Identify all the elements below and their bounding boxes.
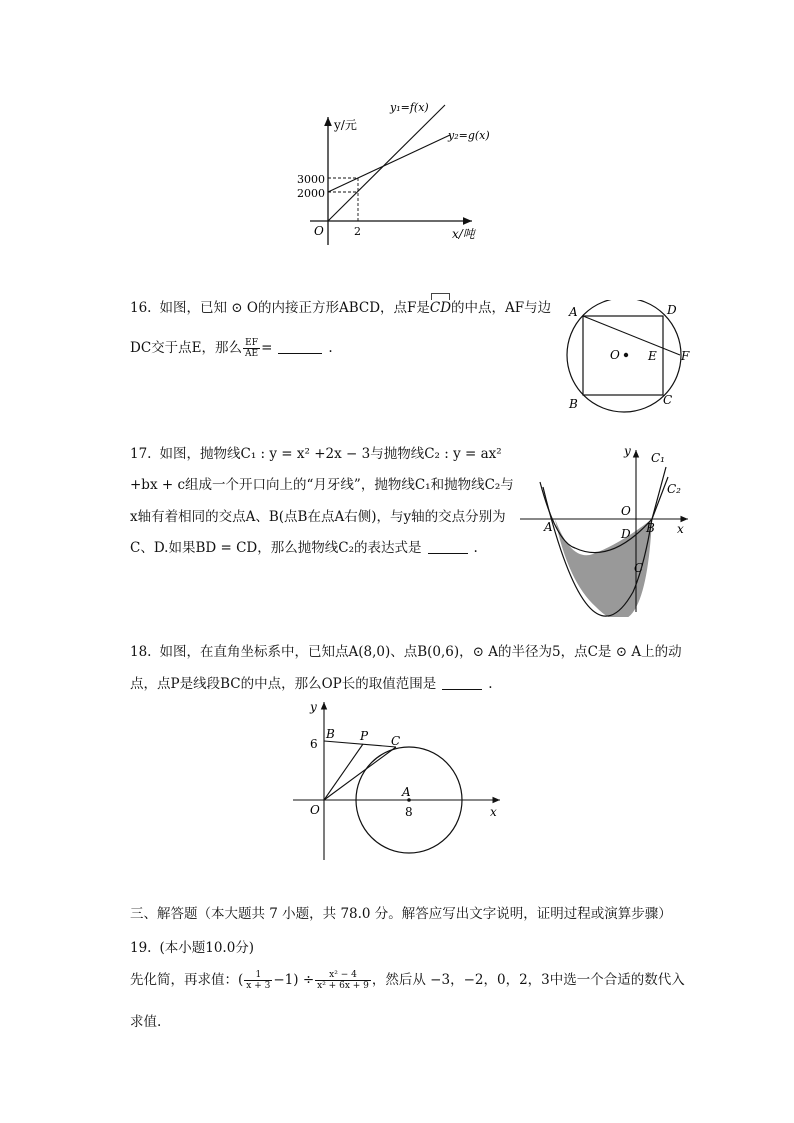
tick-3000: 3000 (297, 173, 325, 186)
line-g (328, 135, 450, 192)
y-axis-label: y/元 (334, 118, 357, 132)
question-16: 16. 如图，已知 ⊙ O的内接正方形ABCD，点F是 CD的中点，AF与边 DC交于点E，那么 $\frac{EF}{AE}$ = . (130, 298, 560, 368)
label-e: E (648, 349, 657, 363)
q17-text-4: C、D.如果BD = CD，那么抛物线C₂的表达式是 (130, 540, 422, 556)
cost-graph (290, 95, 490, 245)
label-c: C (663, 393, 673, 407)
label-y: y (624, 444, 631, 458)
answer-blank[interactable] (442, 675, 482, 690)
label-y: y (310, 700, 317, 714)
label-p: P (360, 729, 369, 743)
q17-text-3: x轴有着相同的交点A、B(点B在点A右侧)，与y轴的交点分别为 (130, 509, 506, 525)
q18-text-2: 点，点P是线段BC的中点，那么OP长的取值范围是 (130, 676, 437, 692)
segment-af (583, 316, 680, 355)
answer-blank[interactable] (428, 539, 468, 554)
q17-text-1: 如图，抛物线C₁ : y = x² +2x − 3与抛物线C₂ : y = ax² (159, 446, 502, 462)
question-17: 17. 如图，抛物线C₁ : y = x² +2x − 3与抛物线C₂ : y = ax² +bx + c组成一个开口向上的“月牙线”，抛物线C₁和抛物线C₂与 x轴有着相同的交点A、B(点B在点A右侧)，与y轴的交点分别为 C、D.如果BD = CD，那么抛物线C₂的表达式是 . (130, 446, 514, 556)
label-d: D (667, 303, 677, 317)
question-number: 16. (130, 300, 152, 316)
arc-cd: CD (430, 298, 451, 318)
label-a: A (544, 520, 553, 534)
question-points: (本小题10.0分) (159, 940, 255, 956)
question-number: 18. (130, 644, 152, 660)
q16-text-1: 如图，已知 ⊙ O的内接正方形ABCD，点F是 (159, 300, 430, 316)
label-8: 8 (405, 805, 413, 819)
crescent-parabola-figure (518, 442, 703, 617)
label-c: C (391, 734, 401, 748)
fraction-2: $\frac{\text{x² − 4}}{\text{x² + 6x + 9}}$ (317, 970, 369, 991)
fraction-1: $\frac{1}{x + 3}$ (246, 970, 271, 991)
label-b: B (646, 521, 655, 535)
question-number: 17. (130, 446, 152, 462)
q16-text-3: DC交于点E，那么 (130, 340, 243, 356)
label-o: O (610, 348, 620, 362)
section-heading: 三、解答题（本大题共 7 小题，共 78.0 分。解答应写出文字说明，证明过程或演算步骤） (130, 906, 672, 922)
question-19-line2: 求值. (130, 1014, 162, 1030)
answer-blank[interactable] (278, 339, 322, 354)
tick-2000: 2000 (297, 187, 325, 200)
question-number: 19. (130, 940, 152, 956)
label-c1: C₁ (651, 451, 665, 465)
question-19-header (130, 936, 254, 956)
segment-oc (324, 747, 396, 800)
label-x: x (677, 522, 684, 536)
q16-text-2: 的中点，AF与边 (451, 300, 552, 316)
label-c: C (634, 561, 644, 575)
center-dot (624, 353, 628, 357)
label-d: D (621, 527, 631, 541)
label-a: A (569, 305, 578, 319)
label-b: B (326, 727, 335, 741)
label-o: O (621, 504, 631, 518)
label-c2: C₂ (667, 482, 681, 496)
ratio-fraction: $\frac{EF}{AE}$ (245, 338, 259, 359)
q17-text-2: +bx + c组成一个开口向上的“月牙线”，抛物线C₁和抛物线C₂与 (130, 477, 514, 493)
label-x: x (490, 805, 497, 819)
line-f-label: y₁=f(x) (390, 101, 429, 114)
question-19-body: 先化简，再求值：( $\frac{1}{x + 3}$ −1) ÷ $\frac{\text{x² − 4}}{\text{x² + 6x + 9}}$ ，然后从 −3，−2，0，2，3中选一个合适的数代入 (130, 970, 685, 991)
origin-label: O (314, 224, 324, 238)
q18-text-1: 如图，在直角坐标系中，已知点A(8,0)、点B(0,6)，⊙ A的半径为5，点C是 ⊙ A上的动 (159, 644, 682, 660)
label-a: A (402, 785, 411, 799)
label-o: O (310, 803, 320, 817)
question-18: 18. 如图，在直角坐标系中，已知点A(8,0)、点B(0,6)，⊙ A的半径为5，点C是 ⊙ A上的动 点，点P是线段BC的中点，那么OP长的取值范围是 . (130, 644, 682, 692)
label-b: B (569, 397, 578, 411)
label-6: 6 (310, 737, 318, 751)
circle-coordinate-figure (290, 698, 505, 863)
line-g-label: y₂=g(x) (448, 129, 490, 142)
label-f: F (681, 349, 690, 363)
circle-square-figure (560, 300, 700, 415)
tick-x2: 2 (354, 225, 361, 238)
x-axis-label: x/吨 (452, 227, 475, 241)
